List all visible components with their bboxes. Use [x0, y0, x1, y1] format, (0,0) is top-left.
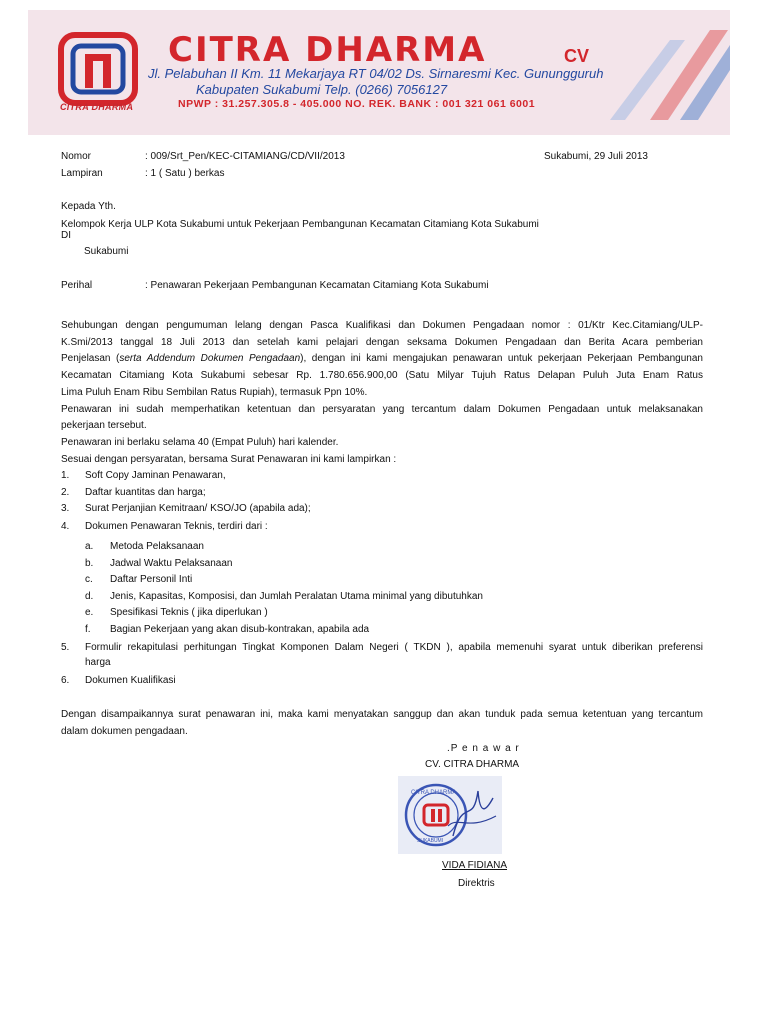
- npwp-bank-line: NPWP : 31.257.305.8 - 405.000 NO. REK. BANK : 001 321 061 6001: [178, 98, 536, 110]
- body-line: Penawaran ini berlaku selama 40 (Empat Puluh) hari kalender.: [61, 436, 339, 448]
- body-line: Penawaran ini sudah memperhatikan ketentuan dan persyaratan yang tercantum dalam Dokumen Pengadaan untuk melaksanakan: [61, 403, 703, 415]
- body-line: Kecamatan Citamiang Kota Sukabumi sebesar Rp. 1.780.656.900,00 (Satu Milyar Tujuh Ratus Delapan Puluh Juta Enam Ratus: [61, 370, 703, 382]
- sublist-letter: e.: [85, 607, 94, 618]
- company-name: CITRA DHARMA: [168, 30, 487, 70]
- list-item-number: 2.: [61, 487, 70, 498]
- sublist-letter: b.: [85, 558, 94, 569]
- sublist-text: Spesifikasi Teknis ( jika diperlukan ): [110, 607, 268, 618]
- stamp-text: CITRA DHARMA: [411, 790, 457, 796]
- logo-caption: CITRA DHARMA: [60, 102, 134, 112]
- body-line: Penjelasan (serta Addendum Dokumen Pengadaan), dengan ini kami mengajukan penawaran untuk pekerjaan Pekerjaan Pembangunan: [61, 353, 703, 365]
- decorative-stripes-icon: [590, 10, 730, 135]
- recipient-line: Kelompok Kerja ULP Kota Sukabumi untuk Pekerjaan Pembangunan Kecamatan Citamiang Kota Sukabumi: [61, 219, 539, 230]
- list-item-number: 1.: [61, 470, 70, 481]
- recipient-salutation: Kepada Yth.: [61, 201, 116, 212]
- nomor-label: Nomor: [61, 151, 92, 162]
- body-line: K.Smi/2013 tanggal 18 Juli 2013 dan setelah kami pelajari dengan seksama Dokumen Pengadaan dan Berita Acara pemberian: [61, 336, 703, 348]
- list-item-number: 3.: [61, 503, 70, 514]
- list-item-text: Soft Copy Jaminan Penawaran,: [85, 470, 226, 481]
- sublist-text: Jenis, Kapasitas, Komposisi, dan Jumlah Peralatan Utama minimal yang dibutuhkan: [110, 591, 483, 602]
- signatory-name: VIDA FIDIANA: [442, 860, 508, 871]
- list-item-number: 6.: [61, 675, 70, 686]
- address-line-1: Jl. Pelabuhan II Km. 11 Mekarjaya RT 04/02 Ds. Sirnaresmi Kec. Gunungguruh: [148, 66, 604, 81]
- list-item-number: 4.: [61, 521, 70, 532]
- body-line: Sehubungan dengan pengumuman lelang dengan Pasca Kualifikasi dan Dokumen Pengadaan nomor : 01/Ktr Kec.Citamiang/ULP-: [61, 320, 703, 331]
- body-paragraph-1: [61, 318, 703, 468]
- sublist-text: Daftar Personil Inti: [110, 574, 193, 585]
- list-item-text: Daftar kuantitas dan harga;: [85, 487, 206, 498]
- address-line-2: Kabupaten Sukabumi Telp. (0266) 7056127: [196, 82, 448, 97]
- signatory-title: Direktris: [458, 878, 495, 889]
- perihal-value: : Penawaran Pekerjaan Pembangunan Kecamatan Citamiang Kota Sukabumi: [145, 280, 489, 291]
- sublist-letter: f.: [85, 624, 91, 635]
- body-line: pekerjaan tersebut.: [61, 420, 147, 432]
- closing-line-1: Dengan disampaikannya surat penawaran ini, maka kami menyatakan sanggup dan akan tunduk pada semua ketentuan yang tercantum: [61, 709, 703, 720]
- body-line: Lima Puluh Enam Ribu Sembilan Ratus Rupiah), termasuk Ppn 10%.: [61, 386, 368, 398]
- sublist-letter: c.: [85, 574, 93, 585]
- sublist-letter: a.: [85, 541, 94, 552]
- letter-date: Sukabumi, 29 Juli 2013: [544, 151, 648, 162]
- company-suffix: CV: [564, 46, 590, 66]
- list-item-text: Dokumen Kualifikasi: [85, 675, 176, 686]
- sublist-text: Metoda Pelaksanaan: [110, 541, 204, 552]
- company-logo-icon: [58, 32, 138, 106]
- letterhead: [28, 10, 730, 135]
- nomor-value: : 009/Srt_Pen/KEC-CITAMIANG/CD/VII/2013: [145, 151, 345, 162]
- lampiran-label: Lampiran: [61, 168, 103, 179]
- lampiran-value: : 1 ( Satu ) berkas: [145, 168, 225, 179]
- stamp-city: SUKABUMI: [417, 838, 444, 844]
- list-item-number: 5.: [61, 642, 70, 653]
- closing-line-2: dalam dokumen pengadaan.: [61, 726, 188, 737]
- signature-company: CV. CITRA DHARMA: [425, 759, 520, 770]
- body-line: Sesuai dengan persyaratan, bersama Surat Penawaran ini kami lampirkan :: [61, 453, 397, 465]
- sublist-text: Jadwal Waktu Pelaksanaan: [110, 558, 233, 569]
- signature-role: .P e n a w a r: [447, 743, 520, 754]
- sublist-text: Bagian Pekerjaan yang akan disub-kontrakan, apabila ada: [110, 624, 370, 635]
- recipient-di: DI: [61, 230, 71, 241]
- recipient-city: Sukabumi: [84, 246, 129, 257]
- sublist-letter: d.: [85, 591, 94, 602]
- list-item-text: Surat Perjanjian Kemitraan/ KSO/JO (apabila ada);: [85, 503, 311, 514]
- list-item-text: Dokumen Penawaran Teknis, terdiri dari :: [85, 521, 268, 532]
- list-item-text-cont: harga: [85, 657, 111, 668]
- list-item-text: Formulir rekapitulasi perhitungan Tingkat Komponen Dalam Negeri ( TKDN ), apabila memenuhi syarat untuk diberikan preferensi: [85, 642, 703, 653]
- perihal-label: Perihal: [61, 280, 93, 291]
